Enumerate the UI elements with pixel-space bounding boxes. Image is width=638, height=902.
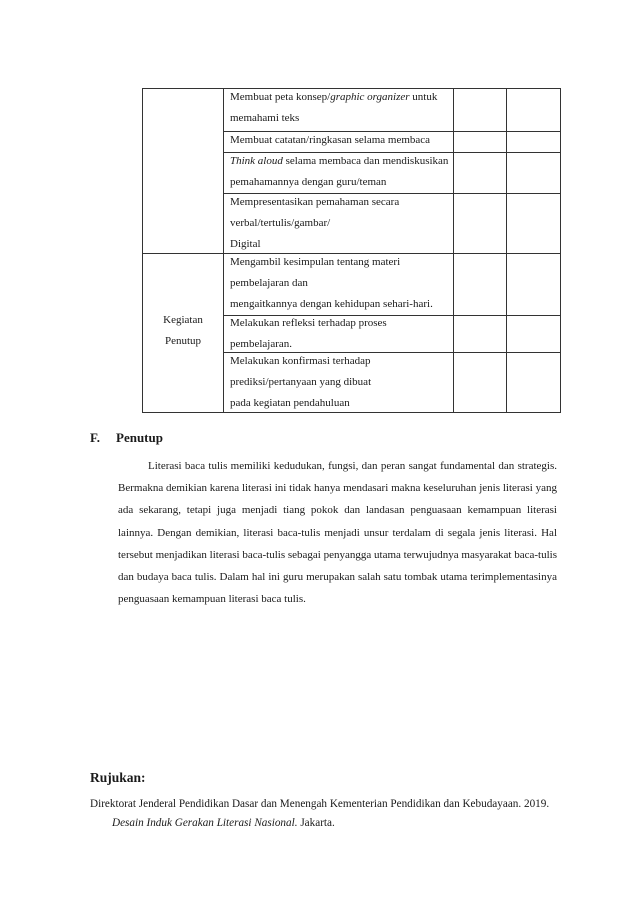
table-cell: Membuat catatan/ringkasan selama membaca: [230, 134, 431, 146]
table-cell: Membuat peta konsep/graphic organizer untuk memahami teks: [230, 91, 438, 124]
table-divider: [453, 89, 454, 412]
table-cell: Mempresentasikan pemahaman secara verbal/tertulis/gambar/ Digital: [230, 196, 400, 250]
table-divider: [223, 89, 224, 412]
table-cell: Think aloud selama membaca dan mendiskusikan pemahamannya dengan guru/teman: [230, 155, 449, 188]
table-cell: Melakukan konfirmasi terhadap prediksi/pertanyaan yang dibuat pada kegiatan pendahuluan: [230, 355, 372, 409]
table-cell: Melakukan refleksi terhadap proses pembelajaran.: [230, 317, 387, 350]
table-divider: [506, 89, 507, 412]
stage-label: Kegiatan Penutup: [163, 314, 203, 347]
table-cell: Mengambil kesimpulan tentang materi pembelajaran dan mengaitkannya dengan kehidupan sehari-hari.: [230, 256, 433, 310]
references-title: Rujukan:: [90, 770, 146, 785]
activity-table: [142, 88, 561, 413]
section-heading: F. Penutup: [90, 430, 163, 445]
reference-entry: Direktorat Jenderal Pendidikan Dasar dan Menengah Kementerian Pendidikan dan Kebudayaan. 2019. Desain Induk Gerakan Literasi Nasional. Jakarta.: [90, 798, 550, 829]
section-paragraph: Literasi baca tulis memiliki kedudukan, fungsi, dan peran sangat fundamental dan strategis. Bermakna demikian karena literasi ini tidak hanya mendasari makna keseluruhan jenis literasi yang ada sekarang, tetapi juga menjadi tiang pokok dan landasan penguasaan kemampuan literasi lainnya. Dengan demikian, literasi baca-tulis menjadi unsur terdalam di segala jenis literasi. Hal tersebut menjadikan literasi baca-tulis sebagai penyangga utama terwujudnya masyarakat baca-tulis dan budaya baca tulis. Dalam hal ini guru merupakan salah satu tombak utama terimplementasinya penguasaan kemampuan literasi baca tulis.: [118, 460, 557, 606]
